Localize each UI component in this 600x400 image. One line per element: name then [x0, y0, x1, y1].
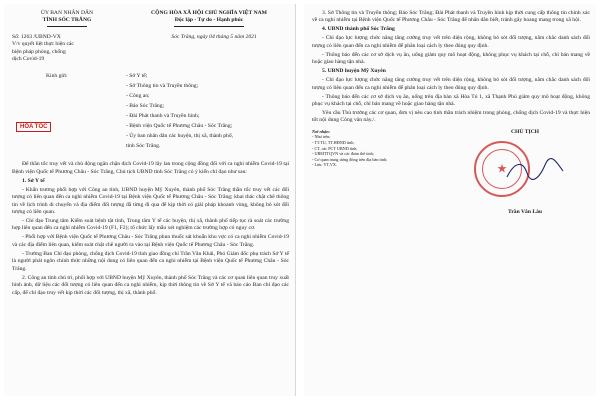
- recipient-item: - Sở Y tế;: [126, 73, 148, 80]
- left-body-text: [12, 161, 289, 296]
- signature-area: [312, 129, 590, 229]
- recipients-list: [126, 73, 233, 153]
- recipient-item: - Công an;: [126, 93, 150, 100]
- noi-nhan-item: - CT, các PCT UBND tỉnh;: [312, 145, 358, 151]
- agency-line-1: ỦY BAN NHÂN DÂN: [40, 10, 94, 16]
- noi-nhan-item: - Cơ quan trung ương đóng trên địa bàn tỉnh;: [312, 156, 388, 162]
- recipient-item: - Đài Phát thanh và Truyền hình;: [126, 113, 200, 120]
- right-body-text: [312, 10, 590, 125]
- body-paragraph: Để thần tốc truy vết và chủ động ngăn chặn dịch Covid-19 lây lan trong cộng đồng đối với ca nghi nhiễm Covid-19 tại Bệnh viện Quốc tế Phương Châu - Sóc Trăng, Chủ tịch UBND tỉnh Sóc Trăng có ý kiến chỉ đạo như sau:: [12, 161, 289, 175]
- subject-line: dịch Covid-19: [12, 56, 45, 63]
- recipients-block: [12, 73, 289, 153]
- kinh-gui-label: Kính gửi:: [46, 73, 68, 80]
- document-number-block: [12, 34, 132, 64]
- noi-nhan-item: - Lưu: VT,VX.: [312, 162, 337, 168]
- left-document-page: [4, 4, 296, 396]
- body-paragraph: - Chỉ đạo Trung tâm Kiểm soát bệnh tật tỉnh, Trung tâm Y tế các huyện, thị xã, thành phố tiếp tục rà soát các trường hợp liên quan đến ca nghi nhiễm Covid-19 (F1, F2); tổ chức lấy mẫu xét nghiệm các trường hợp có nguy cơ.: [12, 218, 289, 232]
- recipient-item: - Sở Thông tin và Truyền thông;: [126, 83, 199, 90]
- signer-name: Trần Văn Lâu: [508, 208, 542, 215]
- body-paragraph: - Thông báo đến các cơ sở dịch vụ ăn, uống trên địa bàn xã Hòa Tú 1, xã Thạnh Phú giảm quy mô hoạt động, không phục vụ khách tại chỗ, chỉ bán mang về hoặc giao hàng tận nhà.: [312, 93, 590, 108]
- noi-nhan-block: [312, 129, 432, 229]
- seal-star-icon: ★: [496, 161, 508, 176]
- body-paragraph: 2. Công an tỉnh chủ trì, phối hợp với UBND huyện Mỹ Xuyên, thành phố Sóc Trăng và các cơ quan liên quan truy xuất hình ảnh, dữ liệu các đối tượng có liên quan đến ca nghi nhiễm, kịp thời thông tin về Sở Y tế và báo cáo Ban chỉ đạo các cấp, để chỉ đạo truy vết kịp thời các đối tượng, thị xã, thành phố.: [12, 274, 289, 296]
- urgent-stamp: HỎA TỐC: [16, 122, 51, 132]
- section-heading: 5. UBND huyện Mỹ Xuyên: [322, 68, 386, 75]
- noi-nhan-item: - Như trên;: [312, 134, 331, 140]
- section-heading: 1. Sở Y tế: [22, 177, 45, 184]
- agency-underline: [47, 26, 87, 27]
- noi-nhan-title: Nơi nhận:: [312, 128, 330, 134]
- motto-underline: [174, 26, 244, 27]
- body-paragraph: - Khẩn trương phối hợp với Công an tỉnh, UBND huyện Mỹ Xuyên, thành phố Sóc Trăng thần tốc truy vết các đối tượng có liên quan đến ca nghi nhiễm Covid-19 tại Bệnh viện Quốc tế Phương Châu - Sóc Trăng; khai thác chặt chẽ thông tin về lịch trình di chuyển và địa điểm đối tượng đã từng đi qua để kịp thời có giải pháp khoanh vùng, không bỏ sót đối tượng có liên quan.: [12, 186, 289, 216]
- document-header: [12, 10, 289, 27]
- body-paragraph: 3. Sở Thông tin và Truyền thông; Báo Sóc Trăng; Đài Phát thanh và Truyền hình kịp thời cung cấp thông tin chính xác về ca nghi nhiễm tại Bệnh viện Quốc tế Phương Châu - Sóc Trăng để nhân dân biết, tránh gây hoang mang trong xã hội.: [312, 10, 590, 24]
- number-date-row: [12, 34, 289, 64]
- handwritten-signature: [505, 157, 565, 183]
- agency-line-2: TỈNH SÓC TRĂNG: [42, 17, 92, 24]
- noi-nhan-item: - TT.TU, TT.HĐND tỉnh;: [312, 140, 355, 146]
- issuing-agency: [12, 10, 122, 27]
- recipient-item: tỉnh Sóc Trăng.: [126, 143, 161, 150]
- body-paragraph: - Thông báo đến các cơ sở dịch vụ ăn, uống giảm quy mô hoạt động, không phục vụ khách tại chỗ, chỉ bán mang về hoặc giao hàng tận nhà.: [312, 51, 590, 66]
- body-paragraph: - Phối hợp với Bệnh viện Quốc tế Phương Châu - Sóc Trăng phun thuốc sát khuẩn khu vực có ca nghi nhiễm Covid-19 và các địa điểm liên quan, kiểm soát chặt chẽ người ra vào tại Bệnh viện Quốc tế Phương Châu - Sóc Trăng.: [12, 234, 289, 248]
- subject-line: V/v quyết liệt thực hiện các: [12, 41, 74, 48]
- subject-line: biện pháp phòng, chống: [12, 48, 66, 55]
- kinh-gui-label-block: [12, 73, 126, 153]
- recipient-item: - Ủy ban nhân dân các huyện, thị xã, thành phố,: [126, 133, 234, 140]
- national-title: [129, 10, 289, 27]
- document-date: Sóc Trăng, ngày 04 tháng 5 năm 2021: [171, 33, 257, 40]
- body-paragraph: - Trưởng Ban Chỉ đạo phòng, chống dịch Covid-19 tỉnh giao đồng chí Trần Văn Khải, Phó Giám đốc phụ trách Sở Y tế là người phát ngôn chính thức những nội dung có liên quan đến ca nghi nhiễm tại Bệnh viện Quốc tế Phương Châu - Sóc Trăng.: [12, 250, 289, 272]
- recipient-item: - Bệnh viện Quốc tế Phương Châu - Sóc Trăng;: [126, 123, 233, 130]
- section-heading: 4. UBND thành phố Sóc Trăng: [322, 26, 395, 33]
- signer-block: [460, 129, 590, 229]
- noi-nhan-list: [312, 134, 432, 168]
- document-date-block: [139, 34, 289, 64]
- body-paragraph: - Chỉ đạo lực lượng chức năng tăng cường truy vết trên diện rộng, không bỏ sót đối tượng, nắm chắc danh sách đối tượng có liên quan đến ca nghi nhiễm để phân loại cách ly theo đúng quy định.: [312, 77, 590, 91]
- signer-title: CHỦ TỊCH: [510, 128, 540, 135]
- noi-nhan-item: - UBMTTQVN và các đoàn thể tỉnh;: [312, 151, 374, 157]
- body-paragraph: - Chỉ đạo lực lượng chức năng tăng cường truy vết trên diện rộng, không bỏ sót đối tượng, nắm chắc danh sách đối tượng có liên quan đến ca nghi nhiễm để phân loại cách ly theo đúng quy định.: [312, 35, 590, 49]
- body-paragraph: Yêu cầu Thủ trưởng các cơ quan, đơn vị nêu cao tinh thần trách nhiệm trong phòng, chống dịch Covid-19 và thực hiện tốt nội dung Công văn này./.: [312, 110, 590, 124]
- recipient-item: - Báo Sóc Trăng;: [126, 103, 165, 110]
- right-document-page: [304, 4, 596, 396]
- national-motto: Độc lập - Tự do - Hạnh phúc: [174, 17, 244, 24]
- country-name: CỘNG HÒA XÃ HỘI CHỦ NGHĨA VIỆT NAM: [151, 10, 267, 16]
- document-number: Số: 1263 /UBND-VX: [12, 33, 61, 40]
